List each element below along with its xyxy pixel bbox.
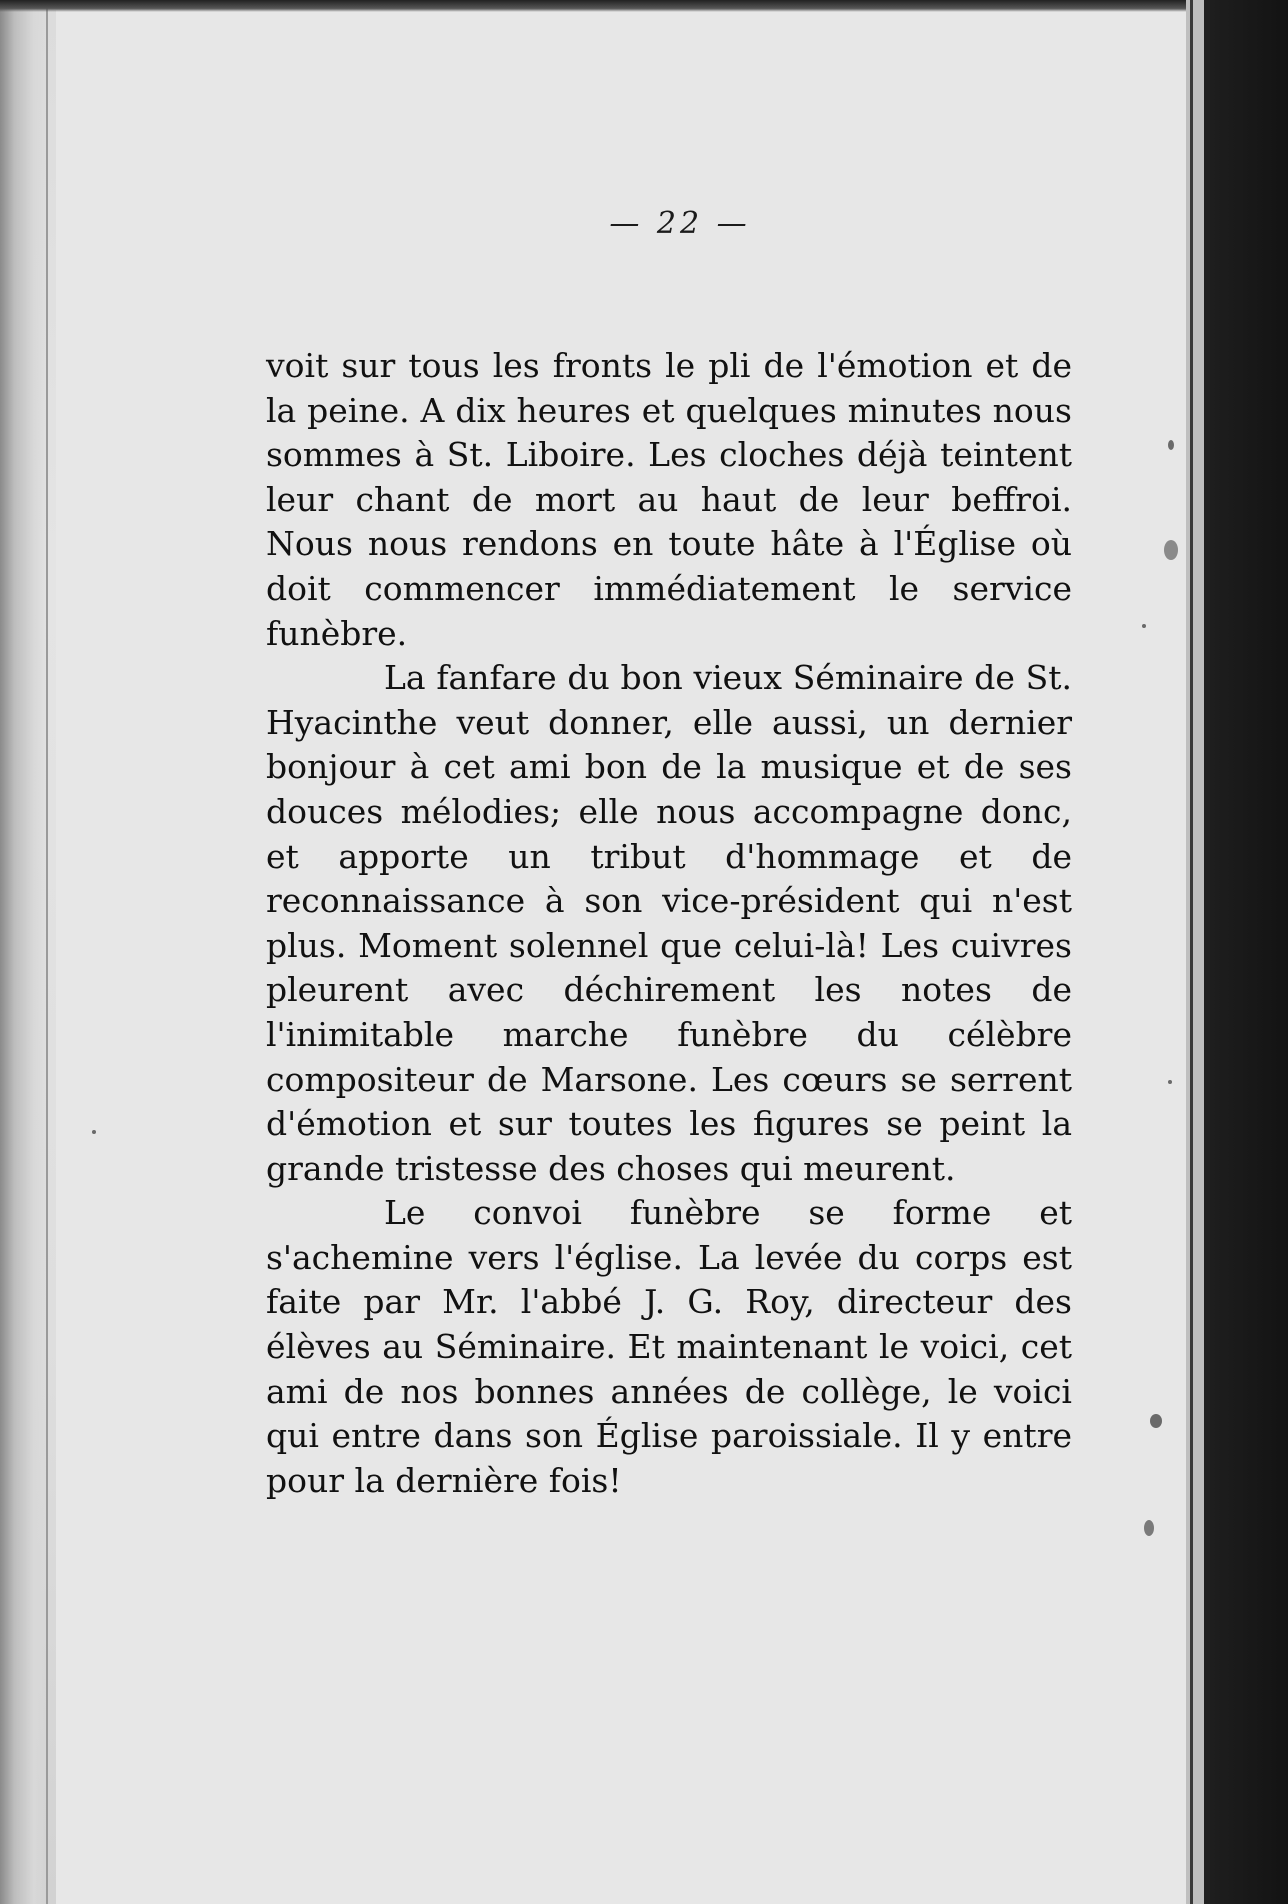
scan-speck: [1168, 1080, 1172, 1084]
right-page-edge: [1186, 0, 1204, 1904]
body-text: [266, 344, 1072, 1503]
top-edge-shadow: [0, 0, 1288, 12]
paragraph-2: La fanfare du bon vieux Séminaire de St. Hyacinthe veut donner, elle aussi, un dernier bonjour à cet ami bon de la musique et de ses douces mélodies; elle nous accompagne donc, et apporte un tribut d'hommage et de reconnaissance à son vice-président qui n'est plus. Moment solennel que celui-là! Les cuivres pleurent avec déchirement les notes de l'inimitable marche funèbre du célèbre compositeur de Marsone. Les cœurs se serrent d'émotion et sur toutes les figures se peint la grande tristesse des choses qui meurent.: [266, 658, 1072, 1188]
right-dark-border: [1210, 0, 1288, 1904]
scan-speck: [1164, 540, 1178, 560]
scan-speck: [92, 1130, 96, 1134]
page-number: — 22 —: [609, 206, 751, 241]
right-edge-line: [1190, 0, 1193, 1904]
left-binding-shadow: [0, 0, 48, 1904]
paragraph-3: Le convoi funèbre se forme et s'achemine vers l'église. La levée du corps est faite par Mr. l'abbé J. G. Roy, directeur des élèves au Séminaire. Et maintenant le voici, cet ami de nos bonnes années de collège, le voici qui entre dans son Église paroissiale. Il y entre pour la dernière fois!: [266, 1193, 1072, 1500]
scan-speck: [1168, 440, 1174, 450]
scan-speck: [1144, 1520, 1154, 1536]
left-margin-line: [46, 0, 48, 1904]
paragraph-1: voit sur tous les fronts le pli de l'émotion et de la peine. A dix heures et quelques minutes nous sommes à St. Liboire. Les cloches déjà teintent leur chant de mort au haut de leur beffroi. Nous nous rendons en toute hâte à l'Église où doit commencer immédiatement le service funèbre.: [266, 346, 1072, 653]
scan-speck: [1142, 624, 1146, 628]
scan-speck: [1150, 1414, 1162, 1428]
